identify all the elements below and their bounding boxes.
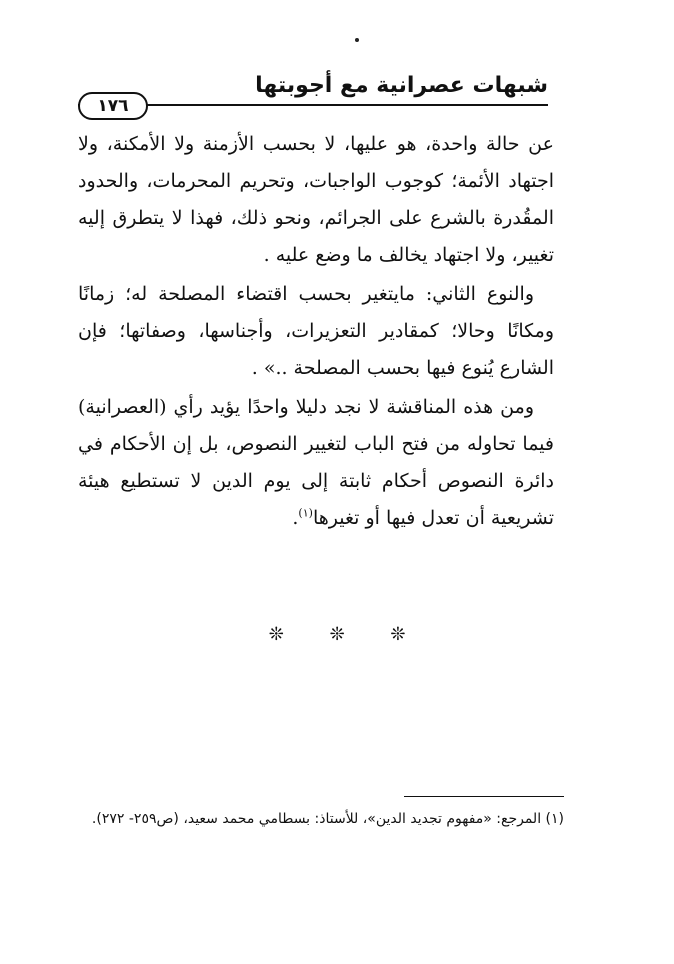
section-separator — [0, 624, 674, 645]
paragraph-text: ومن هذه المناقشة لا نجد دليلا واحدًا يؤيد رأي (العصرانية) فيما تحاوله من فتح الباب لتغيير النصوص، بل إن الأحكام في دائرة النصوص أحكام ثابتة إلى يوم الدين لا تستطيع هيئة تشريعية أن تعدل فيها أو تغيرها — [78, 396, 554, 529]
page-mark — [355, 38, 359, 42]
paragraph-text: عن حالة واحدة، هو عليها، لا بحسب الأزمنة ولا الأمكنة، ولا اجتهاد الأئمة؛ كوجوب الواجبات، وتحريم المحرمات، والحدود المقُدرة بالشرع على الجرائم، ونحو ذلك، فهذا لا يتطرق إليه تغيير، ولا اجتهاد يخالف ما وضع عليه . — [78, 133, 554, 266]
ornament-icon: ❊ — [268, 624, 284, 645]
paragraph-1 — [78, 126, 554, 274]
footnote-rule — [404, 796, 564, 797]
ornament-icon: ❊ — [390, 624, 406, 645]
footnote: (١) المرجع: «مفهوم تجديد الدين»، للأستاذ: بسطامي محمد سعيد، (ص٢٥٩- ٢٧٢). — [91, 811, 564, 827]
paragraph-text: والنوع الثاني: مايتغير بحسب اقتضاء المصلحة له؛ زمانًا ومكانًا وحالا؛ كمقادير التعزيرات، وأجناسها، وصفاتها؛ فإن الشارع يُنوع فيها بحسب المصلحة ..» . — [78, 283, 554, 379]
paragraph-end: . — [292, 507, 299, 529]
page-number: ١٧٦ — [78, 92, 148, 120]
header-rule — [78, 104, 548, 106]
paragraph-2 — [78, 276, 554, 387]
running-header — [78, 73, 548, 116]
paragraph-3 — [78, 389, 554, 537]
header-title: شبهات عصرانية مع أجوبتها — [255, 73, 548, 98]
ornament-icon: ❊ — [329, 624, 345, 645]
body-text — [78, 126, 554, 537]
footnote-reference[interactable]: (١) — [298, 506, 313, 520]
